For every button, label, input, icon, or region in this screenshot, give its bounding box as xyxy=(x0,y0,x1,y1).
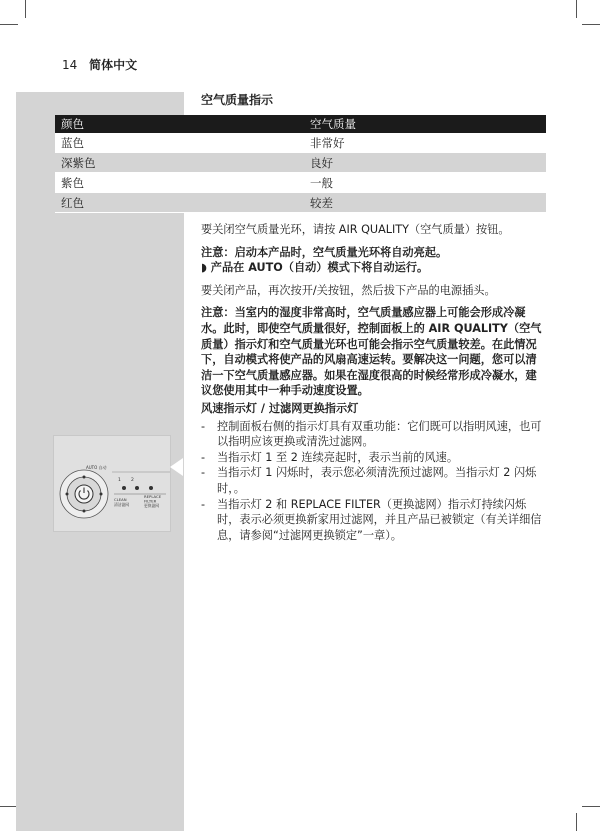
crop-mark xyxy=(582,806,600,807)
table-row xyxy=(55,173,546,193)
table-row xyxy=(55,133,546,153)
crop-mark xyxy=(576,813,577,831)
clean-label: CLEAN xyxy=(114,497,127,502)
air-quality-table xyxy=(55,115,546,213)
table-cell-quality: 良好 xyxy=(304,153,546,173)
crop-mark xyxy=(0,24,18,25)
list-item-text: 当指示灯 1 闪烁时，表示您必须清洗预过滤网。当指示灯 2 闪烁时，。 xyxy=(217,466,537,495)
note-auto-start: 注意：启动本产品时，空气质量光环将自动亮起。 xyxy=(201,245,448,259)
indicator-1-label: 1 xyxy=(118,478,121,483)
crop-mark xyxy=(25,0,26,18)
clean-cn-label: 清洁滤网 xyxy=(114,502,130,507)
list-item: - 控制面板右侧的指示灯具有双重功能：它们既可以指明风速，也可以指明应该更换或清洗过滤网。 xyxy=(201,419,542,449)
callout-arrow xyxy=(170,458,183,476)
table-cell-color: 深紫色 xyxy=(55,153,304,173)
list-item-text: 当指示灯 2 和 REPLACE FILTER（更换滤网）指示灯持续闪烁时，表示必须更换新家用过滤网，并且产品已被锁定（有关详细信息，请参阅“过滤网更换锁定”一章）。 xyxy=(217,497,542,542)
replace-label: REPLACE xyxy=(144,494,162,499)
control-panel-illustration xyxy=(53,435,171,532)
indicator-2-label: 2 xyxy=(131,478,134,483)
replace-cn-label: 更换滤网 xyxy=(144,503,160,508)
filter-label: FILTER xyxy=(144,498,157,504)
table-row xyxy=(55,193,546,213)
note-condensation: 注意：当室内的湿度非常高时，空气质量感应器上可能会形成冷凝水。此时，即使空气质量很好，控制面板上的 AIR QUALITY（空气质量）指示灯和空气质量光环也可能会指示空气质量较差。在此情况下，自动模式将使产品的风扇高速运转。要解决这一问题，您可以清洁一下空气质量感应器。如果在湿度很高的时候经常形成冷凝水，建议您使用其中一种手动速度设置。 xyxy=(201,306,542,398)
subheading-indicators: 风速指示灯 / 过滤网更换指示灯 xyxy=(201,401,359,415)
body-content xyxy=(201,222,546,543)
list-item: - 当指示灯 2 和 REPLACE FILTER（更换滤网）指示灯持续闪烁时，表示必须更换新家用过滤网，并且产品已被锁定（有关详细信息，请参阅“过滤网更换锁定”一章）。 xyxy=(201,497,542,542)
table-cell-color: 红色 xyxy=(55,193,304,213)
page-header xyxy=(62,56,137,73)
list-item: - 当指示灯 1 至 2 连续亮起时，表示当前的风速。 xyxy=(201,450,459,464)
indicator-1-light xyxy=(122,486,126,490)
table-header-color: 颜色 xyxy=(55,115,304,133)
language-label: 简体中文 xyxy=(89,58,138,72)
table-cell-quality: 一般 xyxy=(304,173,546,193)
page-number: 14 xyxy=(62,58,78,72)
table-row xyxy=(55,153,546,173)
list-item: - 当指示灯 1 闪烁时，表示您必须清洗预过滤网。当指示灯 2 闪烁时，。 xyxy=(201,466,537,495)
crop-mark xyxy=(576,0,577,18)
auto-label: AUTO 自动 xyxy=(86,465,107,470)
list-item-text: 当指示灯 1 至 2 连续亮起时，表示当前的风速。 xyxy=(217,450,459,464)
table-cell-quality: 非常好 xyxy=(304,133,546,153)
section-title: 空气质量指示 xyxy=(201,93,274,107)
control-panel-drawing xyxy=(54,436,170,531)
paragraph-turn-off-ring: 要关闭空气质量光环，请按 AIR QUALITY（空气质量）按钮。 xyxy=(201,223,510,236)
table-header-row xyxy=(55,115,546,133)
paragraph-power-off: 要关闭产品，再次按开/关按钮，然后拔下产品的电源插头。 xyxy=(201,283,496,297)
table-header-quality: 空气质量 xyxy=(304,115,546,133)
table-cell-color: 蓝色 xyxy=(55,133,304,153)
indicator-2-light xyxy=(135,486,139,490)
indicator-list xyxy=(201,419,546,544)
bullet-auto-mode: ◗ 产品在 AUTO（自动）模式下将自动运行。 xyxy=(201,261,429,275)
crop-mark xyxy=(582,24,600,25)
list-item-text: 控制面板右侧的指示灯具有双重功能：它们既可以指明风速，也可以指明应该更换或清洗过滤网。 xyxy=(217,419,542,449)
table-cell-color: 紫色 xyxy=(55,173,304,193)
replace-filter-light xyxy=(149,486,153,490)
table-cell-quality: 较差 xyxy=(304,193,546,213)
